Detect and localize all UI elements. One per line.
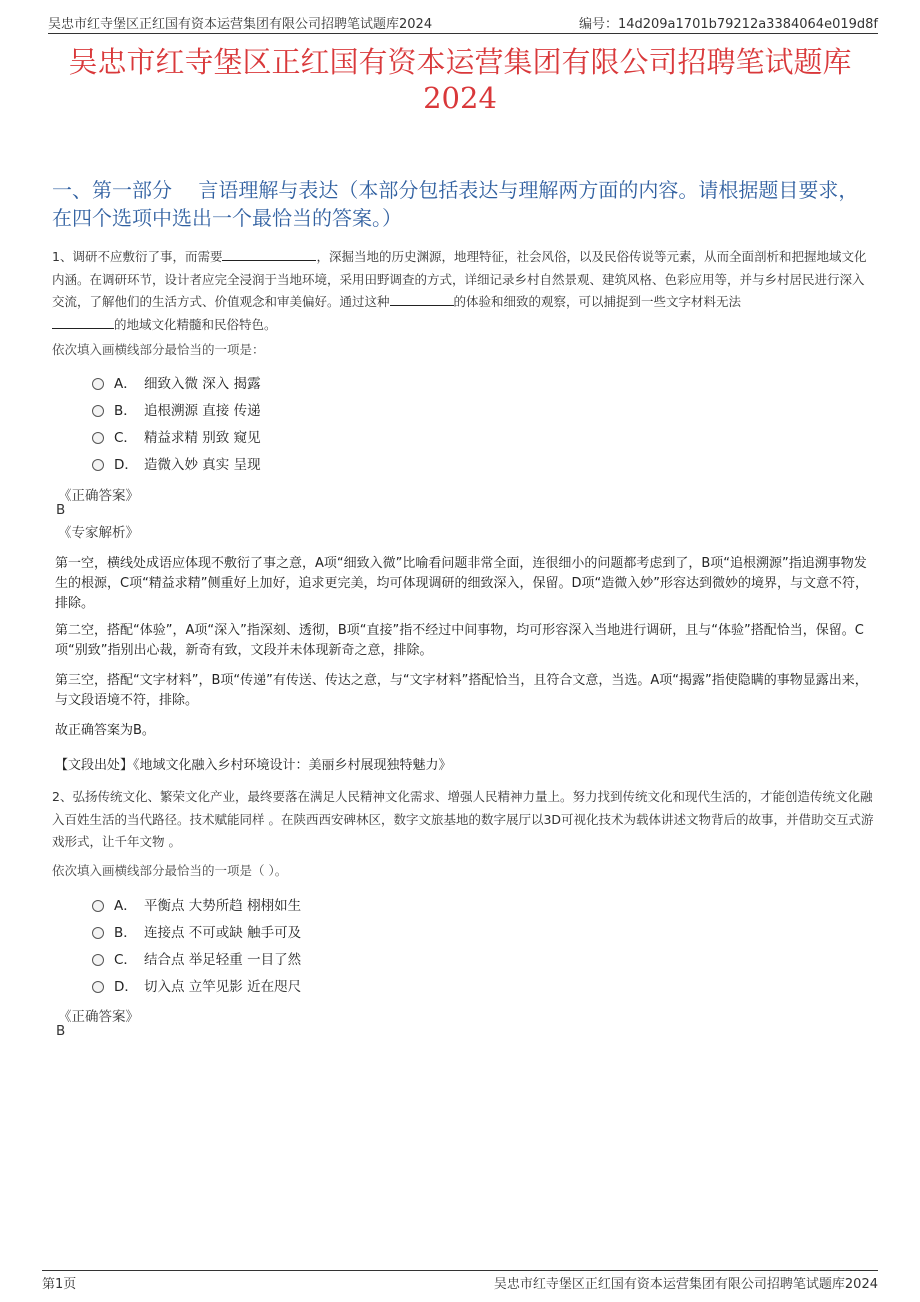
q1-part-4: 的地域文化精髓和民俗特色。 (114, 316, 277, 332)
radio-icon[interactable] (92, 900, 104, 912)
q1-option-d[interactable]: D． 造微入妙 真实 呈现 (92, 451, 261, 475)
q2-option-b[interactable]: B． 连接点 不可或缺 触手可及 (92, 919, 301, 943)
analysis-paragraph-1: 第一空，横线处成语应体现不敷衍了事之意，A项“细致入微”比喻看问题非常全面，连很细小的问题都考虑到了，B项“追根溯源”指追溯事物发生的根源，C项“精益求精”侧重好上加好，追求更完美，均可体现调研的细致深入，保留。D项“造微入妙”形容达到微妙的境界，与文意不符，排除。 (55, 556, 869, 611)
radio-icon[interactable] (92, 927, 104, 939)
radio-icon[interactable] (92, 954, 104, 966)
q1-answer-label: 《正确答案》 (58, 488, 139, 504)
radio-icon[interactable] (92, 378, 104, 390)
radio-icon[interactable] (92, 405, 104, 417)
q2-option-a[interactable]: A． 平衡点 大势所趋 栩栩如生 (92, 892, 301, 916)
blank-1 (222, 246, 316, 261)
radio-icon[interactable] (92, 459, 104, 471)
q1-part-3: 的体验和细致的观察，可以捕捉到一些文字材料无法 (453, 294, 742, 309)
title-line-2: 2024 (423, 81, 497, 115)
q2-option-d[interactable]: D． 切入点 立竿见影 近在咫尺 (92, 973, 301, 997)
analysis-paragraph-3: 第三空，搭配“文字材料”，B项“传递”有传送、传达之意，与“文字材料”搭配恰当，且符合文意，当选。A项“揭露”指使隐瞒的事物显露出来，与文段语境不符，排除。 (55, 673, 868, 708)
question-2-text: 2、弘扬传统文化、繁荣文化产业，最终要落在满足人民精神文化需求、增强人民精神力量上。努力找到传统文化和现代生活的，才能创造传统文化融入百姓生活的当代路径。技术赋能同样 。在陕西西安碑林区，数字文旅基地的数字展厅以3D可视化技术为载体讲述文物背后的故事，并借助交互式游戏形式，让千年文物 。 (52, 789, 874, 849)
question-2-prompt: 依次填入画横线部分最恰当的一项是（ ）。 (52, 863, 288, 878)
section-heading: 一、第一部分 言语理解与表达（本部分包括表达与理解两方面的内容。请根据题目要求，在四个选项中选出一个最恰当的答案。） (52, 178, 859, 230)
q1-option-b[interactable]: B． 追根溯源 直接 传递 (92, 397, 261, 421)
q1-analysis-label: 《专家解析》 (58, 525, 139, 541)
page-title (40, 44, 880, 116)
q1-part-2: ，深掘当地的历史渊源，地理特征，社会风俗，以及民俗传说等元素，从而全面剖析和把握地域文化内涵。在调研环节，设计者应完全浸润于当地环境，采用田野调查的方式，详细记录乡村自然景观、建筑风格、色彩应用等，并与乡村居民进行深入交流，了解他们的生活方式、价值观念和审美偏好。通过这种 (52, 249, 867, 309)
q1-option-a[interactable]: A． 细致入微 深入 揭露 (92, 370, 261, 394)
page-header (48, 13, 878, 34)
header-doc-title: 吴忠市红寺堡区正红国有资本运营集团有限公司招聘笔试题库2024 (48, 17, 433, 32)
q2-option-c[interactable]: C． 结合点 举足轻重 一目了然 (92, 946, 301, 970)
q2-answer-label: 《正确答案》 (58, 1009, 139, 1025)
q1-option-c[interactable]: C． 精益求精 别致 窥见 (92, 424, 261, 448)
radio-icon[interactable] (92, 432, 104, 444)
footer-doc-title: 吴忠市红寺堡区正红国有资本运营集团有限公司招聘笔试题库2024 (493, 1277, 878, 1292)
footer-page-number: 第1页 (42, 1277, 77, 1292)
header-serial: 编号：14d209a1701b79212a3384064e019d8f (578, 17, 878, 32)
radio-icon[interactable] (92, 981, 104, 993)
analysis-conclusion: 故正确答案为B。 (55, 723, 155, 738)
question-1-prompt: 依次填入画横线部分最恰当的一项是： (52, 342, 265, 357)
blank-2 (390, 291, 454, 306)
source-citation: 【文段出处】《地域文化融入乡村环境设计：美丽乡村展现独特魅力》 (55, 758, 452, 773)
question-1-text (52, 246, 876, 336)
q1-part-1: 1、调研不应敷衍了事，而需要 (52, 249, 223, 264)
title-line-1: 吴忠市红寺堡区正红国有资本运营集团有限公司招聘笔试题库 (68, 45, 852, 79)
q1-answer: B (56, 502, 66, 518)
analysis-paragraph-2: 第二空，搭配“体验”，A项“深入”指深刻、透彻，B项“直接”指不经过中间事物，均可形容深入当地进行调研，且与“体验”搭配恰当，保留。C项“别致”指别出心裁，新奇有致，文段并未体现新奇之意，排除。 (55, 623, 864, 658)
footer-rule (42, 1270, 878, 1271)
q2-answer: B (56, 1023, 66, 1039)
blank-3 (52, 314, 114, 329)
